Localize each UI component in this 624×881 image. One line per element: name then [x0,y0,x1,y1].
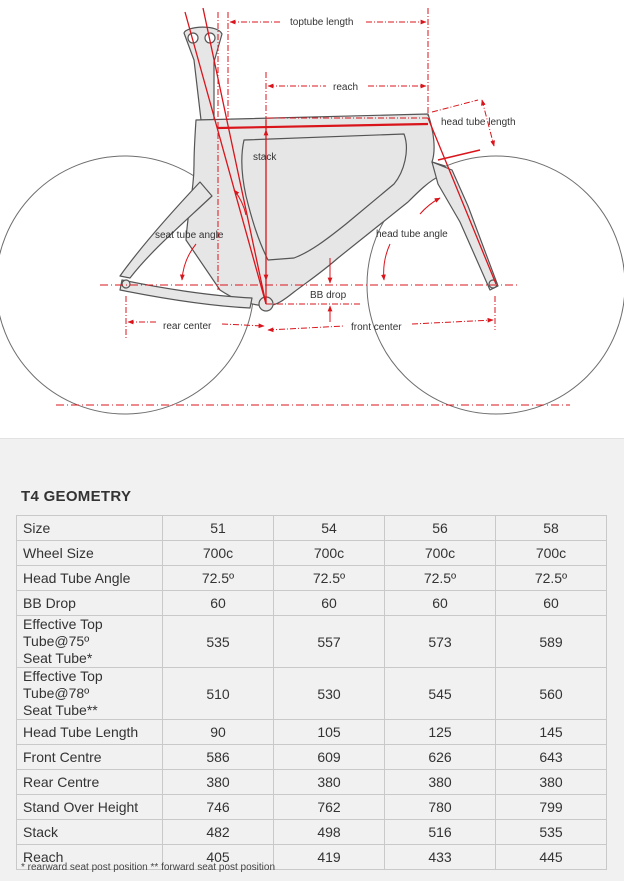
table-cell: 380 [496,770,607,795]
table-cell: 72.5º [274,566,385,591]
table-row [17,720,607,745]
row-label [17,795,163,820]
table-cell: 433 [385,845,496,870]
rear-dropout [122,280,130,288]
table-cell: 72.5º [385,566,496,591]
table-cell: 626 [385,745,496,770]
table-cell: 419 [274,845,385,870]
table-cell: 700c [274,541,385,566]
table-cell: 72.5º [496,566,607,591]
geometry-panel [0,438,624,881]
table-row [17,591,607,616]
table-row [17,668,607,720]
seat-tube-angle-label: seat tube angle [155,230,224,241]
table-cell: 643 [496,745,607,770]
row-label-line: Stand Over Height [23,798,139,815]
row-label [17,566,163,591]
table-cell: 560 [496,668,607,720]
table-cell: 700c [385,541,496,566]
table-cell: 510 [163,668,274,720]
toptube-length-label: toptube length [290,17,354,28]
row-label [17,745,163,770]
head-tube-length-label: head tube length [441,117,516,128]
table-cell: 380 [163,770,274,795]
row-label-line: Wheel Size [23,544,94,561]
row-label [17,668,163,720]
table-cell: 125 [385,720,496,745]
size-column-header: 54 [274,516,385,541]
footnote: * rearward seat post position ** forward seat post position [21,862,276,873]
table-cell: 380 [385,770,496,795]
row-label-line: Effective Top Tube@78º [23,668,103,701]
row-label-line: BB Drop [23,594,76,611]
table-cell: 799 [496,795,607,820]
size-column-header: 51 [163,516,274,541]
row-label-line: Stack [23,823,59,840]
bike-frame [120,27,498,311]
table-row [17,566,607,591]
table-row [17,770,607,795]
table-row [17,616,607,668]
table-row [17,745,607,770]
table-cell: 700c [496,541,607,566]
row-label-line-2: Seat Tube* [23,650,93,666]
table-cell: 530 [274,668,385,720]
main-frame [186,114,445,306]
table-cell: 60 [496,591,607,616]
fork [432,162,498,290]
row-label [17,770,163,795]
table-cell: 380 [274,770,385,795]
table-cell: 60 [385,591,496,616]
row-label-line: Head Tube Angle [23,569,131,586]
table-header-row [17,516,607,541]
table-cell: 90 [163,720,274,745]
table-cell: 573 [385,616,496,668]
front-center-label: front center [351,322,402,333]
size-column-header: 56 [385,516,496,541]
row-label [17,820,163,845]
row-label [17,541,163,566]
table-cell: 545 [385,668,496,720]
row-label-line: Reach [23,848,64,865]
row-label-line: Rear Centre [23,773,100,790]
table-cell: 609 [274,745,385,770]
table-cell: 535 [163,616,274,668]
table-row [17,820,607,845]
table-cell: 535 [496,820,607,845]
head-tube-angle-label: head tube angle [376,229,448,240]
geometry-drawing [0,0,624,438]
size-column-header: 58 [496,516,607,541]
row-label [17,616,163,668]
table-cell: 746 [163,795,274,820]
row-label-line: Head Tube Length [23,723,139,740]
table-cell: 589 [496,616,607,668]
table-cell: 557 [274,616,385,668]
row-label [17,591,163,616]
table-cell: 482 [163,820,274,845]
bike-geometry-diagram [0,0,624,438]
stack-label: stack [253,152,277,163]
geometry-table [16,515,607,870]
table-cell: 105 [274,720,385,745]
table-cell: 762 [274,795,385,820]
row-label-line-2: Seat Tube** [23,702,98,718]
row-label-line: Effective Top Tube@75º [23,616,103,649]
table-cell: 60 [274,591,385,616]
table-cell: 780 [385,795,496,820]
table-cell: 516 [385,820,496,845]
header-label: Size [17,516,163,541]
table-cell: 700c [163,541,274,566]
table-cell: 60 [163,591,274,616]
row-label-line: Front Centre [23,748,102,765]
table-cell: 72.5º [163,566,274,591]
table-row [17,541,607,566]
table-cell: 498 [274,820,385,845]
geometry-title: T4 GEOMETRY [21,488,132,505]
bb-drop-label: BB drop [310,290,347,301]
table-cell: 145 [496,720,607,745]
table-row [17,795,607,820]
row-label [17,720,163,745]
table-cell: 445 [496,845,607,870]
table-cell: 586 [163,745,274,770]
table-cell: 405 [163,845,274,870]
reach-label: reach [333,82,359,93]
rear-center-label: rear center [163,321,212,332]
